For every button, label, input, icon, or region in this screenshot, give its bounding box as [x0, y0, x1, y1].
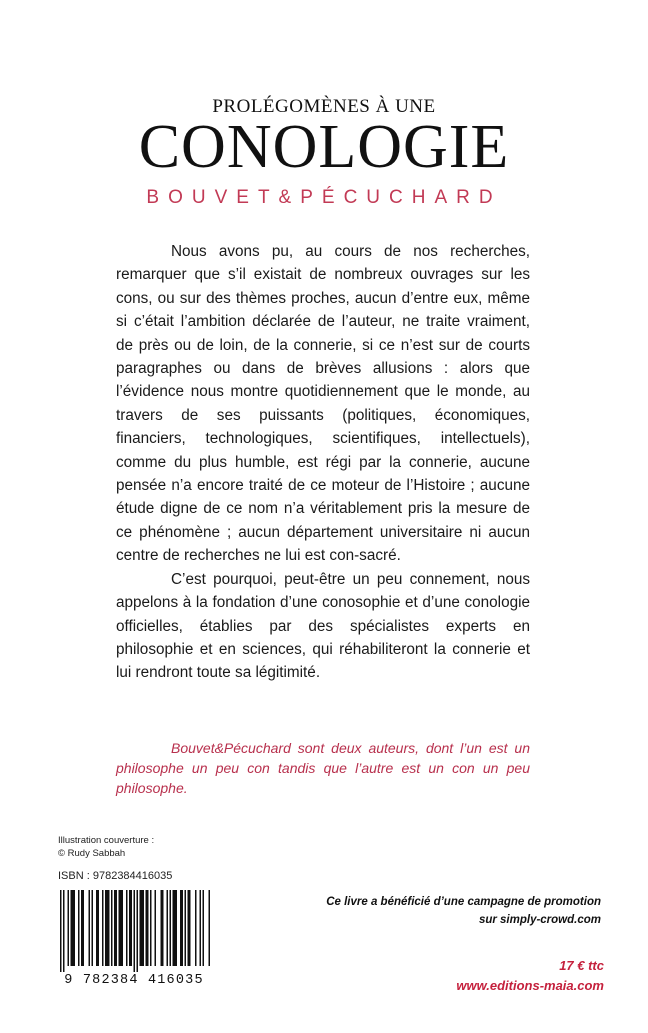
barcode-bar	[126, 890, 128, 966]
credit-label: Illustration couverture :	[58, 835, 155, 846]
promo-line-1: Ce livre a bénéficié d’une campagne de promotion	[326, 896, 601, 908]
barcode-bar	[81, 890, 84, 966]
barcode-bar	[150, 890, 152, 966]
barcode-bar	[161, 890, 164, 966]
barcode-bar	[63, 890, 65, 972]
book-title: CONOLOGIE	[138, 113, 510, 181]
barcode-bar	[134, 890, 136, 972]
barcode	[58, 888, 210, 986]
credit-artist: © Rudy Sabbah	[58, 848, 126, 859]
barcode-bar	[102, 890, 104, 966]
pre-title: PROLÉGOMÈNES À UNE	[212, 96, 436, 117]
blurb-paragraph-2: C’est pourquoi, peut-être un peu connement, nous appelons à la fondation d’une conosophie et d’une conologie officielles, établies par des spécialistes experts en philosophie et en sciences, qui réhabiliteront la connerie et lui rendront toute sa légitimité.	[116, 570, 530, 682]
barcode-bar	[111, 890, 113, 966]
illustration-credit	[58, 834, 154, 860]
barcode-bar	[167, 890, 169, 966]
barcode-bar	[105, 890, 110, 966]
publisher-website: www.editions-maia.com	[456, 978, 604, 993]
barcode-bar	[195, 890, 197, 966]
barcode-bar	[203, 890, 205, 966]
barcode-bar	[78, 890, 80, 966]
isbn-text: ISBN : 9782384416035	[58, 870, 173, 882]
barcode-bar	[137, 890, 139, 972]
barcode-bar	[60, 890, 62, 972]
blurb	[116, 240, 530, 685]
barcode-bar	[188, 890, 191, 966]
barcode-bar	[68, 890, 70, 966]
barcode-bar	[185, 890, 187, 966]
promo-line-2: sur simply-crowd.com	[478, 914, 601, 926]
price: 17 € ttc	[559, 958, 604, 973]
barcode-bar	[146, 890, 149, 966]
barcode-bar	[173, 890, 178, 966]
author-bio: Bouvet&Pécuchard sont deux auteurs, dont l’un est un philosophe un peu con tandis que l’autre est un con un peu philosophe.	[116, 740, 530, 796]
barcode-bar	[119, 890, 124, 966]
blurb-paragraph-1: Nous avons pu, au cours de nos recherches, remarquer que s’il existait de nombreux ouvrages sur les cons, ou sur des thèmes proches, aucun d’entre eux, même si c’était l’ambition déclarée de l’auteur, ne traite vraiment, de près ou de loin, de la connerie, si ce n’est sur de courts paragraphes ou dans de brèves allusions : alors que l’évidence nous montre quotidiennement que le monde, au travers de ses puissants (politiques, économiques, financiers, technologiques, scientifiques, intellectuels), comme du plus humble, est régi par la connerie, aucune pensée n’a encore traité de ce moteur de l’Histoire ; aucune étude digne de ce nom n’a véritablement pris la mesure de ce phénomène ; aucun département universitaire ni aucun centre de recherches ne lui est con-sacré.	[116, 243, 530, 565]
author-name: BOUVET&PÉCUCHARD	[146, 187, 502, 208]
promo-note	[326, 893, 601, 929]
barcode-bar	[140, 890, 145, 966]
barcode-bar	[71, 890, 76, 966]
barcode-bar	[170, 890, 172, 966]
barcode-bar	[155, 890, 157, 966]
barcode-bar	[129, 890, 132, 966]
barcode-bar	[200, 890, 202, 966]
barcode-digits: 9 782384 416035	[64, 973, 204, 986]
barcode-bar	[180, 890, 183, 966]
barcode-bar	[92, 890, 94, 966]
barcode-bar	[96, 890, 99, 966]
barcode-bar	[114, 890, 117, 966]
barcode-bar	[89, 890, 91, 966]
barcode-bar	[209, 890, 211, 966]
